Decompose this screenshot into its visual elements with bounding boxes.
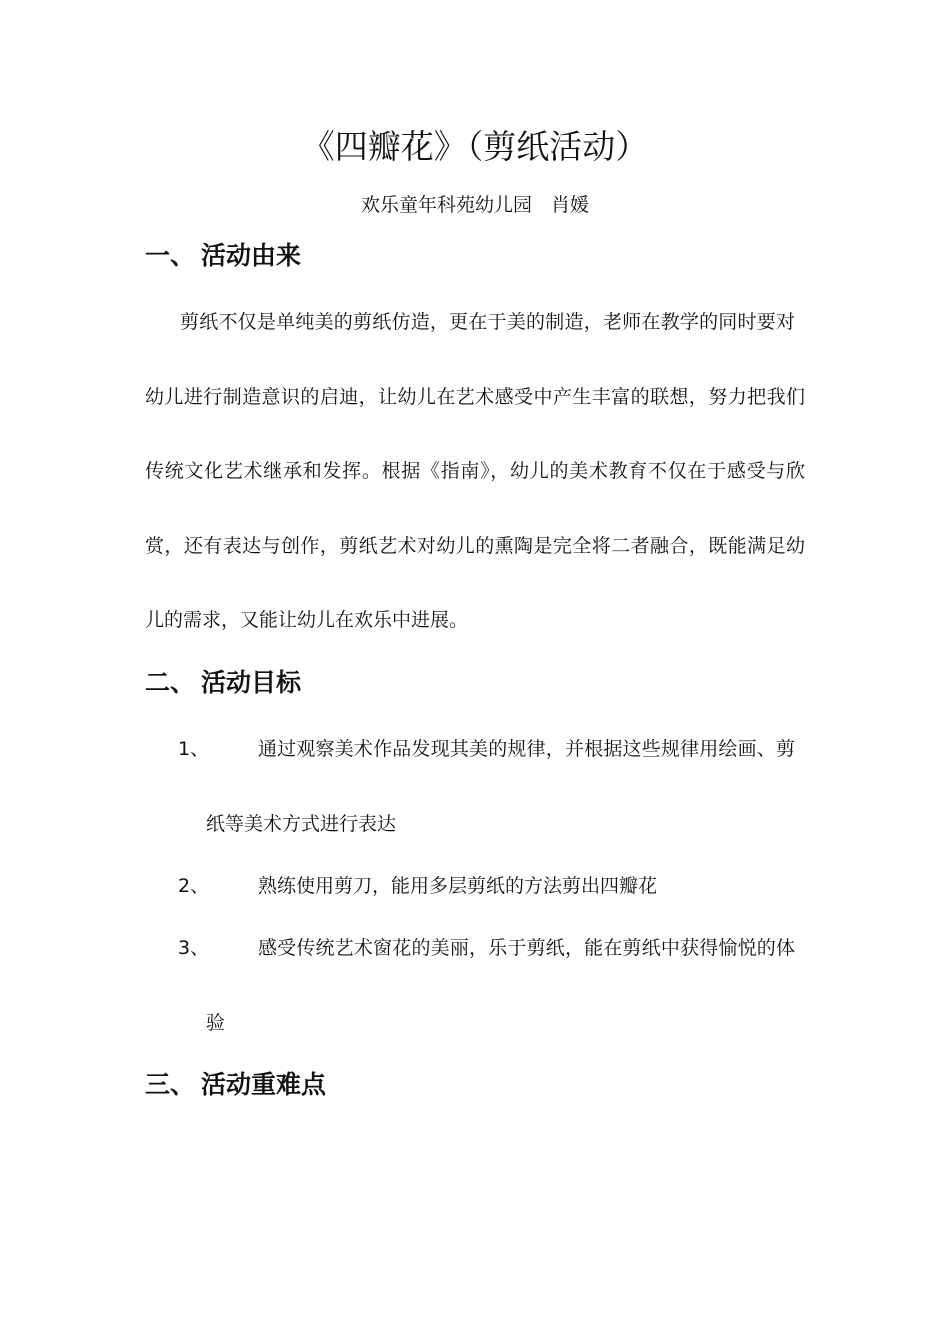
list-item-number: 3、 xyxy=(178,937,210,959)
section-heading-key-points xyxy=(145,1067,326,1103)
list-item-text: 熟练使用剪刀，能用多层剪纸的方法剪出四瓣花 xyxy=(258,875,658,897)
section-number: 三、 xyxy=(145,1070,196,1099)
paragraph-line: 儿的需求，又能让幼儿在欢乐中进展。 xyxy=(145,609,469,631)
section-title: 活动由来 xyxy=(201,241,302,270)
section-title: 活动目标 xyxy=(201,668,302,697)
section-number: 二、 xyxy=(145,668,196,697)
paragraph-line: 传统文化艺术继承和发挥。根据《指南》，幼儿的美术教育不仅在于感受与欣 xyxy=(145,460,805,482)
author-line: 欢乐童年科苑幼儿园 肖媛 xyxy=(360,194,589,216)
list-item-continuation: 验 xyxy=(206,1012,226,1034)
list-item-text: 感受传统艺术窗花的美丽，乐于剪纸，能在剪纸中获得愉悦的体 xyxy=(258,937,795,959)
list-item-continuation: 纸等美术方式进行表达 xyxy=(206,813,397,835)
document-title: 《四瓣花》（剪纸活动） xyxy=(301,127,649,166)
list-item-number: 1、 xyxy=(178,738,210,760)
section-heading-origin xyxy=(145,238,301,274)
paragraph-line: 剪纸不仅是单纯美的剪纸仿造，更在于美的制造，老师在教学的同时要对 xyxy=(180,311,795,333)
section-number: 一、 xyxy=(145,241,196,270)
list-item-number: 2、 xyxy=(178,875,210,897)
section-heading-goals xyxy=(145,665,301,701)
section-title: 活动重难点 xyxy=(201,1070,327,1099)
paragraph-line: 赏，还有表达与创作，剪纸艺术对幼儿的熏陶是完全将二者融合，既能满足幼 xyxy=(145,535,805,557)
paragraph-line: 幼儿进行制造意识的启迪，让幼儿在艺术感受中产生丰富的联想，努力把我们 xyxy=(145,386,805,408)
list-item-text: 通过观察美术作品发现其美的规律，并根据这些规律用绘画、剪 xyxy=(258,738,795,760)
